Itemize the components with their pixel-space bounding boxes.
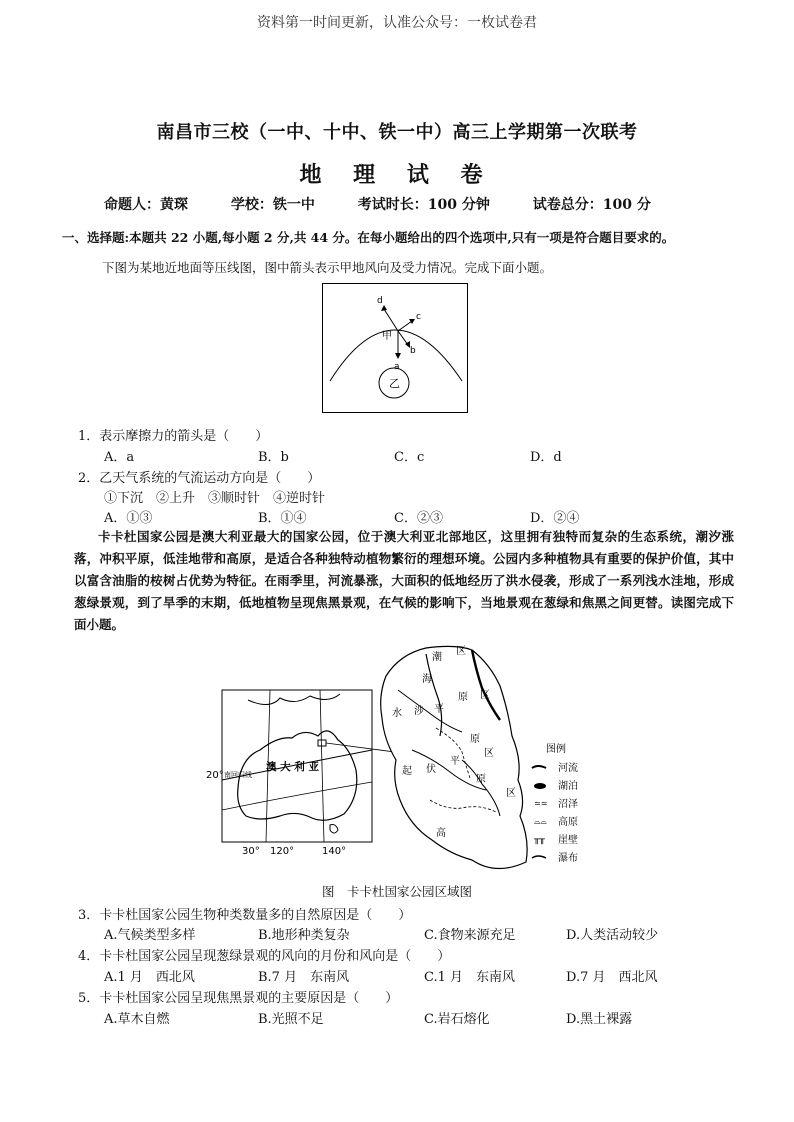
region-char: 起 [402,766,412,777]
legend-item: 崖壁 [558,835,578,846]
legend-waterfall-icon [532,856,546,858]
q2-option-c[interactable]: C．②③ [394,511,443,526]
legend-item: 瀑布 [558,853,578,864]
inset-country-label: 澳 大 利 亚 [266,761,319,773]
question-3-stem: 3．卡卡杜国家公园生物种类数量多的自然原因是（ ） [78,908,412,923]
legend-title: 图例 [546,744,566,755]
page-subtitle: 地 理 试 卷 [299,162,495,188]
question-4-stem: 4．卡卡杜国家公园呈现葱绿景观的风向的月份和风向是（ ） [78,949,451,964]
label-yi: 乙 [389,377,400,390]
q2-option-d[interactable]: D．②④ [530,511,580,526]
q2-option-a[interactable]: A．①③ [104,511,153,526]
q5-option-c[interactable]: C.岩石熔化 [424,1012,490,1027]
region-char: 潮 [432,652,442,663]
q2-option-b[interactable]: B．①④ [258,511,307,526]
page-title: 南昌市三校（一中、十中、铁一中）高三上学期第一次联考 [156,122,638,143]
q4-option-c[interactable]: C.1 月 东南风 [424,970,516,985]
lon-label-140: 140° [322,846,347,857]
map-legend [532,742,578,864]
q3-option-c[interactable]: C.食物来源充足 [424,928,516,943]
region-char: 原 [458,692,468,703]
q4-option-d[interactable]: D.7 月 西北风 [566,970,658,985]
legend-cliff-icon: ╥╥ [534,835,545,845]
label-b: b [410,346,416,356]
region-char: 区 [506,788,516,799]
legend-river-icon [532,766,546,768]
label-c: c [416,312,421,322]
legend-plateau-icon: ⌓⌓ [534,817,547,826]
lon-label-30: 30° [242,846,260,857]
region-char: 伏 [426,764,436,775]
legend-item: 河流 [558,763,578,774]
q1-option-d[interactable]: D．d [530,450,562,465]
region-char: 平 [450,756,460,767]
figure-caption: 图 卡卡杜国家公园区域图 [321,884,472,899]
q5-option-d[interactable]: D.黑土裸露 [566,1012,633,1027]
australia-inset-map [206,690,410,857]
legend-lake-icon [534,783,546,789]
q1-option-a[interactable]: A．a [104,450,135,465]
kakadu-map-figure [200,640,610,880]
q1-option-b[interactable]: B．b [258,450,289,465]
question-2-stem: 2．乙天气系统的气流运动方向是（ ） [78,471,321,486]
region-char: 区 [456,646,466,657]
region-char: 水 [392,708,402,719]
label-jia: 甲 [382,331,392,342]
question-2-sub: ①下沉 ②上升 ③顺时针 ④逆时针 [104,491,326,506]
q5-option-b[interactable]: B.光照不足 [258,1012,324,1027]
park-detail-map [381,645,527,869]
legend-item: 湖泊 [558,781,578,792]
q4-option-a[interactable]: A.1 月 西北风 [104,970,195,985]
region-char: 区 [484,748,494,759]
meta-duration: 考试时长：100 分钟 [357,197,490,213]
lon-label-120: 120° [270,846,295,857]
section-heading: 一、选择题:本题共 22 小题,每小题 2 分,共 44 分。在每小题给出的四个选项中,只有一项是符合题目要求的。 [62,230,675,245]
label-d: d [377,296,383,306]
meta-total: 试卷总分：100 分 [532,197,651,213]
q1-option-c[interactable]: C．c [394,450,425,465]
figure-frame [323,284,468,413]
meta-author: 命题人：黄琛 [104,197,188,213]
region-char: 海 [422,674,432,685]
meta-school: 学校：铁一中 [230,197,315,213]
q3-option-d[interactable]: D.人类活动较少 [566,928,659,943]
legend-item: 高原 [558,817,578,828]
legend-item: 沼泽 [558,799,578,810]
q3-option-a[interactable]: A.气候类型多样 [104,928,196,943]
region-char: 平 [434,704,444,715]
region-char: 原 [470,734,480,745]
exam-meta [104,194,651,214]
q4-option-b[interactable]: B.7 月 东南风 [258,970,350,985]
label-a: a [394,362,400,372]
passage-text: 卡卡杜国家公园是澳大利亚最大的国家公园，位于澳大利亚北部地区，这里拥有独特而复杂的生态系统，潮汐涨落，冲积平原，低洼地带和高原，是适合各种独特动植物繁衍的理想环境。公园内多种植物具有重要的保护价值，其中以富含油脂的桉树占优势为特征。在雨季里，河流暴涨，大面积的低地经历了洪水侵袭，形成了一系列浅水洼地，形成葱绿景观，到了旱季的末期，低地植物呈现焦黑景观，在气候的影响下，当地景观在葱绿和焦黑之间更替。读图完成下面小题。 [74,529,734,632]
header-note: 资料第一时间更新，认准公众号：一枚试卷君 [257,15,537,31]
question-5-stem: 5．卡卡杜国家公园呈现焦黑景观的主要原因是（ ） [78,991,399,1006]
region-char: 高 [436,828,446,839]
isobar-figure [322,283,468,413]
lat-label: 20° [206,770,224,781]
q3-option-b[interactable]: B.地形种类复杂 [258,928,350,943]
question-1-stem: 1．表示摩擦力的箭头是（ ） [78,429,269,444]
intro-text: 下图为某地近地面等压线图，图中箭头表示甲地风向及受力情况。完成下面小题。 [102,260,553,275]
tropic-label: 南回归线 [224,771,252,779]
region-char: 原 [476,774,486,785]
region-char: 涉 [414,706,424,717]
q5-option-a[interactable]: A.草木自燃 [104,1012,170,1027]
legend-swamp-icon: ≃≃ [534,799,548,808]
region-char: 区 [480,690,490,701]
